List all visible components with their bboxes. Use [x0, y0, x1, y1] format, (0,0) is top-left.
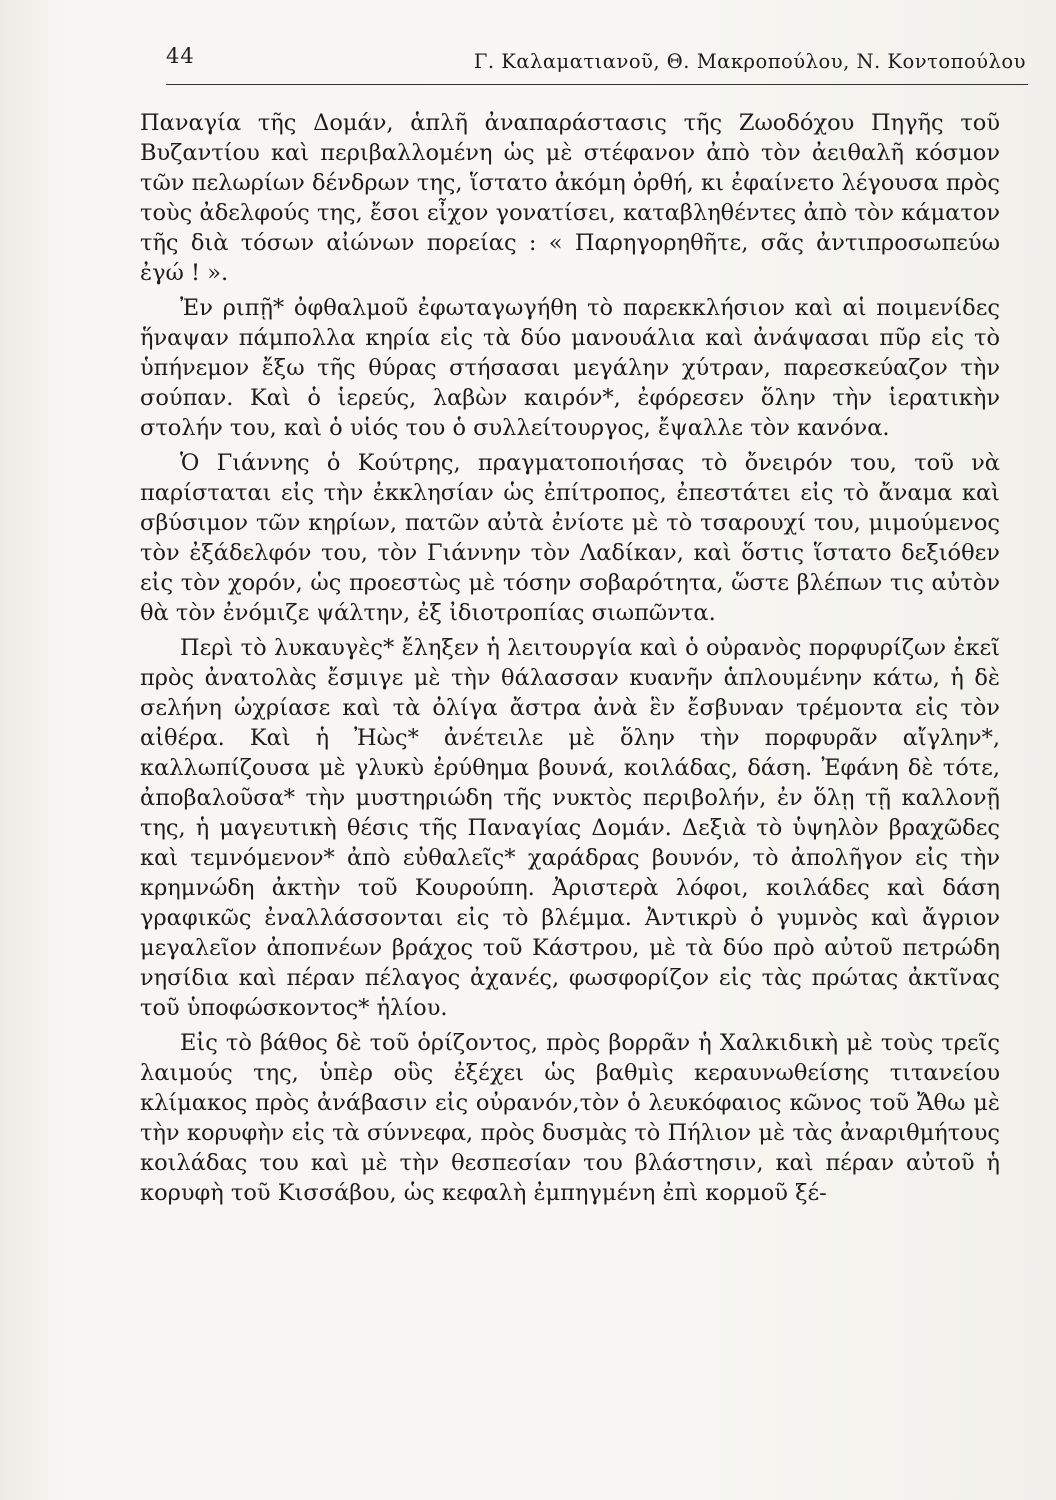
paragraph-3: Ὁ Γιάννης ὁ Κούτρης, πραγματοποιήσας τὸ ὄνειρόν του, τοῦ νὰ παρίσταται εἰς τὴν ἐκκλησίαν ὡς ἐπίτροπος, ἐπεστάτει εἰς τὸ ἄναμα καὶ σβύσιμον τῶν κηρίων, πατῶν αὐτὰ ἐνίοτε μὲ τὸ τσαρουχί του, μιμούμενος τὸν ἐξάδελφόν του, τὸν Γιάννην τὸν Λαδίκαν, καὶ ὅστις ἵστατο δεξιόθεν εἰς τὸν χορόν, ὡς προεστὼς μὲ τόσην σοβαρότητα, ὥστε βλέπων τις αὐτὸν θὰ τὸν ἐνόμιζε ψάλτην, ἐξ ἰδιοτροπίας σιωπῶντα.	[140, 450, 1000, 626]
page-header	[166, 44, 1026, 84]
paragraph-4: Περὶ τὸ λυκαυγὲς* ἔληξεν ἡ λειτουργία καὶ ὁ οὐρανὸς πορφυρίζων ἐκεῖ πρὸς ἀνατολὰς ἔσμιγε μὲ τὴν θάλασσαν κυανῆν ἁπλουμένην κάτω, ἡ δὲ σελήνη ὠχρίασε καὶ τὰ ὀλίγα ἄστρα ἀνὰ ἓν ἔσβυναν τρέμοντα εἰς τὸν αἰθέρα. Καὶ ἡ Ἠὼς* ἀνέτειλε μὲ ὅλην τὴν πορφυρᾶν αἴγλην*, καλλωπίζουσα μὲ γλυκὺ ἐρύθημα βουνά, κοιλάδας, δάση. Ἐφάνη δὲ τότε, ἀποβαλοῦσα* τὴν μυστηριώδη τῆς νυκτὸς περιβολήν, ἐν ὅλῃ τῇ καλλονῇ της, ἡ μαγευτικὴ θέσις τῆς Παναγίας Δομάν. Δεξιὰ τὸ ὑψηλὸν βραχῶδες καὶ τεμνόμενον* ἀπὸ εὐθαλεῖς* χαράδρας βουνόν, τὸ ἀπολῆγον εἰς τὴν κρημνώδη ἀκτὴν τοῦ Κουρούπη. Ἀριστερὰ λόφοι, κοιλάδες καὶ δάση γραφικῶς ἐναλλάσσονται εἰς τὸ βλέμμα. Ἀντικρὺ ὁ γυμνὸς καὶ ἄγριον μεγαλεῖον ἀποπνέων βράχος τοῦ Κάστρου, μὲ τὰ δύο πρὸ αὐτοῦ πετρώδη νησίδια καὶ πέραν πέλαγος ἀχανές, φωσφορίζον εἰς τὰς πρώτας ἀκτῖνας τοῦ ὑποφώσκοντος* ἡλίου.	[140, 635, 1000, 1021]
paragraph-1: Παναγία τῆς Δομάν, ἁπλῆ ἀναπαράστασις τῆς Ζωοδόχου Πηγῆς τοῦ Βυζαντίου καὶ περιβαλλομένη ὡς μὲ στέφανον ἀπὸ τὸν ἀειθαλῆ κόσμον τῶν πελωρίων δένδρων της, ἵστατο ἀκόμη ὀρθή, κι ἐφαίνετο λέγουσα πρὸς τοὺς ἀδελφούς της, ἔσοι εἶχον γονατίσει, καταβληθέντες ἀπὸ τὸν κάματον τῆς διὰ τόσων αἰώνων πορείας : « Παρηγορηθῆτε, σᾶς ἀντιπροσωπεύω ἐγώ ! ».	[140, 110, 1000, 286]
page-number: 44	[166, 44, 195, 68]
body-text	[140, 108, 1000, 1213]
header-rule	[166, 84, 1028, 85]
running-head: Γ. Καλαματιανοῦ, Θ. Μακροπούλου, Ν. Κοντοπούλου	[473, 50, 1026, 73]
paragraph-5: Εἰς τὸ βάθος δὲ τοῦ ὁρίζοντος, πρὸς βορρᾶν ἡ Χαλκιδικὴ μὲ τοὺς τρεῖς λαιμούς της, ὑπὲρ οὓς ἐξέχει ὡς βαθμὶς κεραυνωθείσης τιτανείου κλίμακος πρὸς ἀνάβασιν εἰς οὐρανόν,τὸν ὁ λευκόφαιος κῶνος τοῦ Ἄθω μὲ τὴν κορυφὴν εἰς τὰ σύννεφα, πρὸς δυσμὰς τὸ Πήλιον μὲ τὰς ἀναριθμήτους κοιλάδας του καὶ μὲ τὴν θεσπεσίαν του βλάστησιν, καὶ πέραν αὐτοῦ ἡ κορυφὴ τοῦ Κισσάβου, ὡς κεφαλὴ ἐμπηγμένη ἐπὶ κορμοῦ ξέ-	[140, 1030, 1000, 1206]
paragraph-2: Ἐν ριπῇ* ὀφθαλμοῦ ἐφωταγωγήθη τὸ παρεκκλήσιον καὶ αἱ ποιμενίδες ἥναψαν πάμπολλα κηρία εἰς τὰ δύο μανουάλια καὶ ἀνάψασαι πῦρ εἰς τὸ ὑπήνεμον ἔξω τῆς θύρας στήσασαι μεγάλην χύτραν, παρεσκεύαζον τὴν σούπαν. Καὶ ὁ ἱερεύς, λαβὼν καιρόν*, ἐφόρεσεν ὅλην τὴν ἱερατικὴν στολήν του, καὶ ὁ υἱός του ὁ συλλείτουργος, ἔψαλλε τὸν κανόνα.	[140, 295, 1000, 441]
